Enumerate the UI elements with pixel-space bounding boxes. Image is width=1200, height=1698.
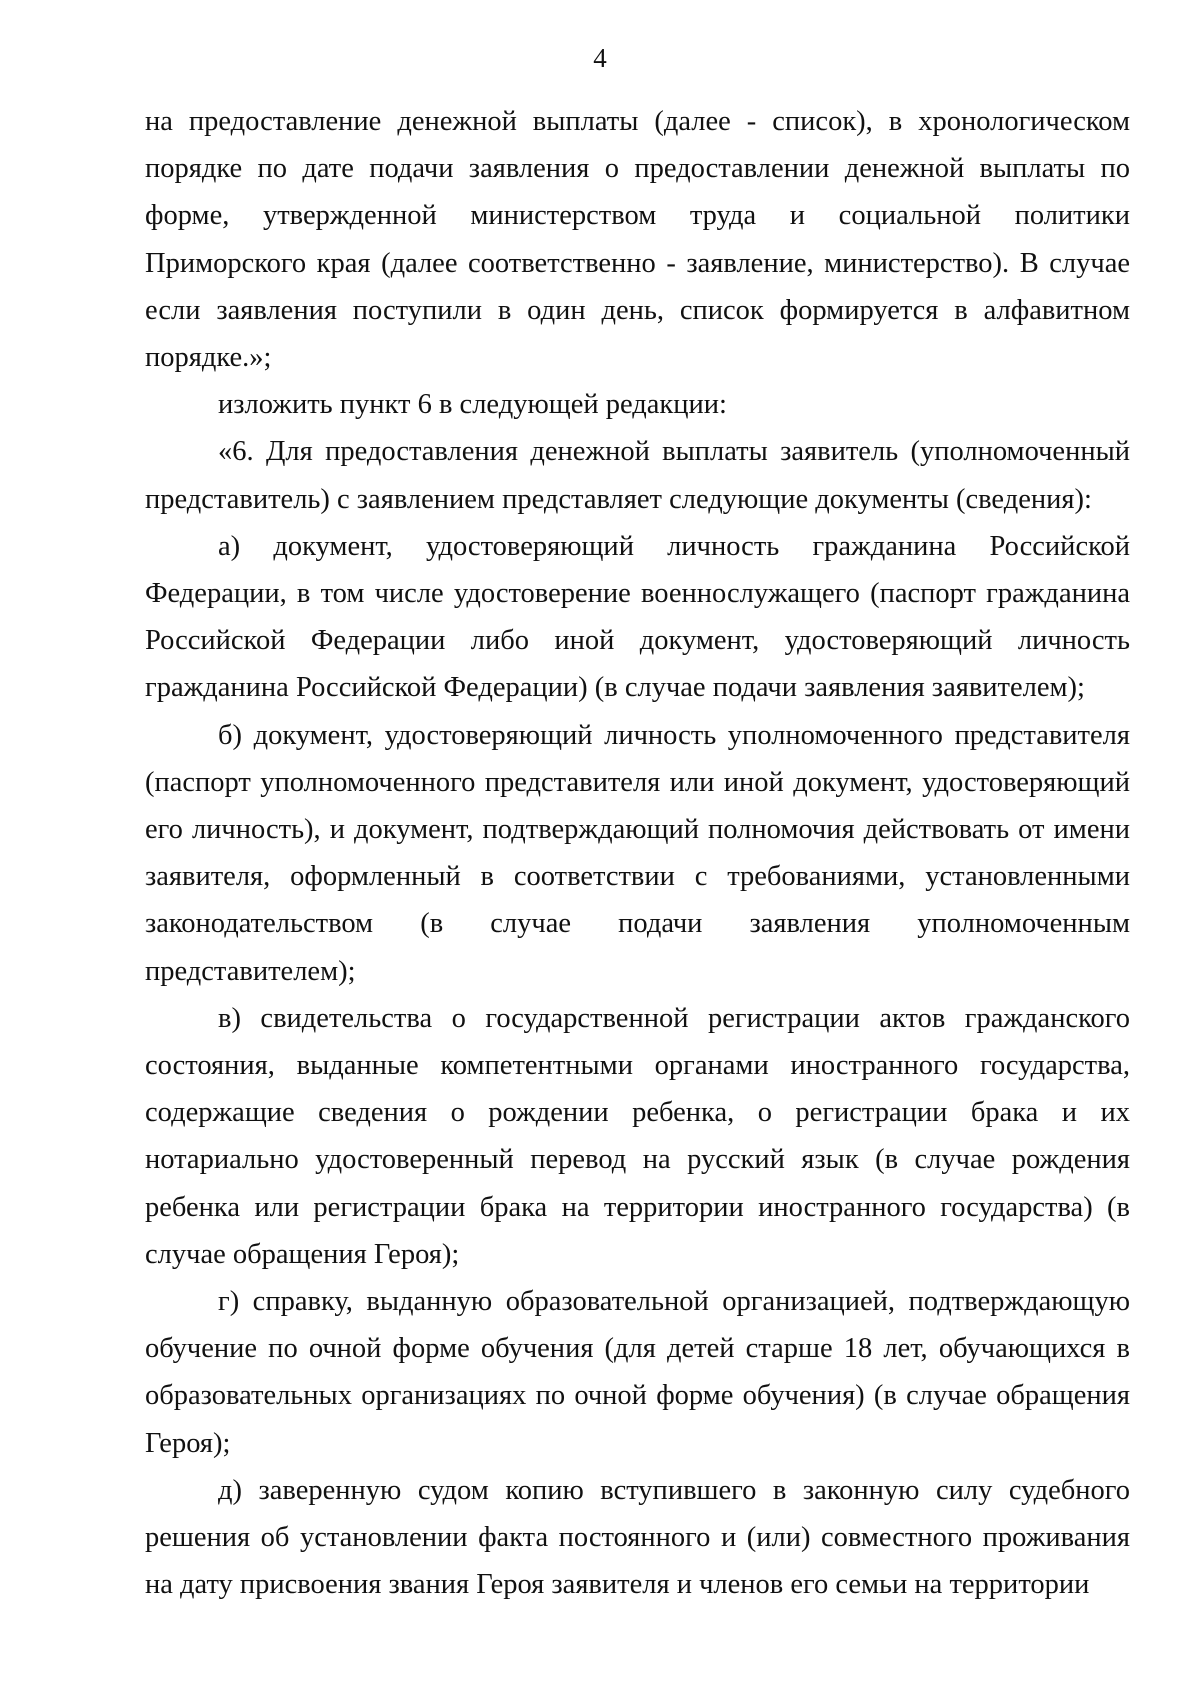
paragraph-amendment-instruction: изложить пункт 6 в следующей редакции:	[218, 389, 727, 421]
document-body	[145, 98, 1130, 1609]
paragraph-subitem-g: г) справку, выданную образовательной организацией, подтверждающую обучение по очной форме обучения (для детей старше 18 лет, обучающихся в образовательных организациях по очной форме обучения) (в случае обращения Героя);	[145, 1286, 1130, 1459]
paragraph-subitem-v: в) свидетельства о государственной регистрации актов гражданского состояния, выданные компетентными органами иностранного государства, содержащие сведения о рождении ребенка, о регистрации брака и их нотариально удостоверенный перевод на русский язык (в случае рождения ребенка или регистрации брака на территории иностранного государства) (в случае обращения Героя);	[145, 1002, 1130, 1270]
paragraph-subitem-a: а) документ, удостоверяющий личность гражданина Российской Федерации, в том числе удостоверение военнослужащего (паспорт гражданина Российской Федерации либо иной документ, удостоверяющий личность гражданина Российской Федерации) (в случае подачи заявления заявителем);	[145, 530, 1130, 704]
paragraph-item-6: «6. Для предоставления денежной выплаты заявитель (уполномоченный представитель) с заявлением представляет следующие документы (сведения):	[145, 436, 1130, 515]
paragraph-subitem-d: д) заверенную судом копию вступившего в законную силу судебного решения об установлении факта постоянного и (или) совместного проживания на дату присвоения звания Героя заявителя и членов его семьи на территории	[145, 1474, 1130, 1601]
paragraph-continuation: на предоставление денежной выплаты (далее - список), в хронологическом порядке по дате подачи заявления о предоставлении денежной выплаты по форме, утвержденной министерством труда и социальной политики Приморского края (далее соответственно - заявление, министерство). В случае если заявления поступили в один день, список формируется в алфавитном порядке.»;	[145, 106, 1130, 374]
page-number: 4	[593, 43, 607, 73]
paragraph-subitem-b: б) документ, удостоверяющий личность уполномоченного представителя (паспорт уполномоченного представителя или иной документ, удостоверяющий его личность), и документ, подтверждающий полномочия действовать от имени заявителя, оформленный в соответствии с требованиями, установленными законодательством (в случае подачи заявления уполномоченным представителем);	[145, 719, 1130, 987]
